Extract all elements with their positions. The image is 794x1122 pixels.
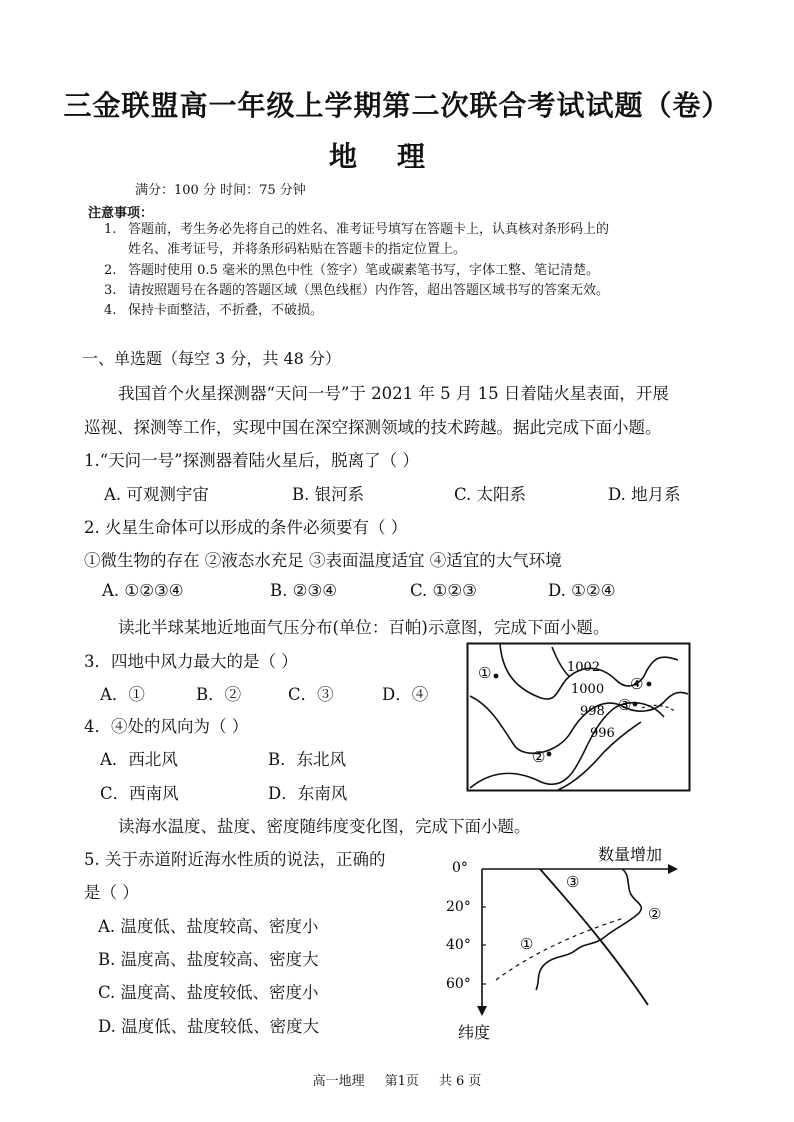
exam-meta: 满分：100 分 时间：75 分钟 — [135, 183, 306, 198]
y-tick-20: 20° — [446, 899, 471, 915]
q4-option-a: A．西北风 — [100, 750, 178, 769]
q2-conditions: ①微生物的存在 ②液态水充足 ③表面温度适宜 ④适宜的大气环境 — [84, 551, 562, 570]
q5-option-a: A. 温度低、盐度较高、密度小 — [98, 917, 319, 936]
q2-option-c: C. ①②③ — [410, 581, 477, 600]
intro2: 读北半球某地近地面气压分布(单位：百帕)示意图，完成下面小题。 — [118, 618, 610, 637]
point-4-label: ④ — [630, 675, 644, 693]
notice-text: 答题前，考生务必先将自己的姓名、准考证号填写在答题卡上，认真核对条形码上的 — [128, 222, 610, 237]
footer-total: 共 6 页 — [438, 1074, 482, 1089]
section-heading: 一、单选题（每空 3 分，共 48 分） — [82, 349, 341, 368]
intro1-line1: 我国首个火星探测器“天问一号”于 2021 年 5 月 15 日着陆火星表面，开展 — [118, 384, 669, 403]
q4-option-c: C．西南风 — [100, 784, 179, 803]
notice-num: 1. — [104, 222, 117, 237]
curve-3-line — [540, 869, 648, 1005]
subject-title — [0, 135, 794, 175]
q2-option-d: D. ①②④ — [548, 581, 616, 600]
q3-option-b: B．② — [196, 685, 242, 704]
isobar-map — [466, 642, 691, 794]
q3-option-a: A．① — [100, 685, 145, 704]
y-tick-60: 60° — [446, 976, 471, 992]
footer-subject: 高一地理 — [312, 1074, 365, 1089]
q4-option-d: D．东南风 — [268, 784, 348, 803]
subject-text: 地理 — [328, 140, 465, 173]
notice-text: 请按照题号在各题的答题区域（黑色线框）内作答，超出答题区域书写的答案无效。 — [128, 283, 610, 298]
point-2-label: ② — [532, 748, 546, 766]
q1-option-d: D. 地月系 — [608, 485, 681, 504]
point-3-label: ③ — [618, 696, 632, 714]
isobar-label-1000: 1000 — [571, 682, 605, 697]
q1-option-b: B. 银河系 — [292, 485, 365, 504]
q4-option-b: B．东北风 — [268, 750, 347, 769]
q5-option-c: C. 温度高、盐度较低、密度小 — [98, 983, 319, 1002]
page-footer — [0, 1070, 794, 1089]
sea-property-chart — [436, 840, 702, 1050]
y-axis-arrow — [477, 1006, 487, 1016]
point-3-dot — [633, 702, 638, 707]
isobar-label-996: 996 — [590, 726, 615, 741]
q1-option-c: C. 太阳系 — [454, 485, 527, 504]
x-axis-label: 数量增加 — [598, 845, 663, 864]
curve-1-label: ① — [520, 935, 534, 953]
q5-stem-line2: 是（ ） — [84, 883, 139, 902]
notice-item-1-cont: 姓名、准考证号，并将条形码粘贴在答题卡的指定位置上。 — [128, 242, 467, 257]
notice-heading: 注意事项： — [88, 206, 154, 221]
curve-2-label: ② — [648, 905, 662, 923]
q5-option-b: B. 温度高、盐度较高、密度大 — [98, 950, 319, 969]
isobar-label-998: 998 — [580, 704, 605, 719]
y-axis-label: 纬度 — [458, 1023, 491, 1042]
y-tick-0: 0° — [452, 860, 468, 876]
notice-text: 保持卡面整洁，不折叠，不破损。 — [128, 303, 324, 318]
footer-page: 第1页 — [384, 1074, 419, 1089]
intro3: 读海水温度、盐度、密度随纬度变化图，完成下面小题。 — [118, 817, 531, 836]
q2-stem: 2. 火星生命体可以形成的条件必须要有（ ） — [84, 518, 408, 537]
y-tick-40: 40° — [446, 937, 471, 953]
q2-option-b: B. ②③④ — [270, 581, 337, 600]
notice-item-1 — [104, 220, 609, 240]
isobar-label-1002: 1002 — [567, 660, 601, 675]
isobar-998 — [470, 703, 664, 788]
point-1-label: ① — [478, 664, 492, 682]
notice-num: 3. — [104, 283, 117, 298]
q1-stem: 1.“天问一号”探测器着陆火星后，脱离了（ ） — [84, 451, 419, 470]
q1-option-a: A. 可观测宇宙 — [104, 485, 209, 504]
x-axis-arrow — [668, 864, 678, 874]
notice-num: 2. — [104, 263, 117, 278]
q2-option-a: A. ①②③④ — [102, 581, 184, 600]
exam-title: 三金联盟高一年级上学期第二次联合考试试题（卷） — [63, 89, 731, 122]
notice-item-2 — [104, 261, 599, 281]
notice-text: 答题时使用 0.5 毫米的黑色中性（签字）笔或碳素笔书写，字体工整、笔记清楚。 — [128, 263, 599, 278]
notice-item-4 — [104, 301, 323, 321]
intro1-line2: 巡视、探测等工作，实现中国在深空探测领域的技术跨越。据此完成下面小题。 — [84, 418, 662, 437]
notice-item-3 — [104, 281, 609, 301]
point-1-dot — [494, 674, 499, 679]
q5-stem-line1: 5. 关于赤道附近海水性质的说法，正确的 — [84, 850, 386, 869]
q3-option-c: C．③ — [288, 685, 334, 704]
q5-option-d: D. 温度低、盐度较低、密度大 — [98, 1017, 320, 1036]
curve-3-label: ③ — [566, 873, 580, 891]
isobar-1000 — [470, 692, 688, 753]
q3-stem: 3．四地中风力最大的是（ ） — [84, 652, 298, 671]
point-2-dot — [547, 752, 552, 757]
curve-1-line — [496, 918, 624, 980]
point-4-dot — [647, 682, 652, 687]
q3-option-d: D．④ — [382, 685, 429, 704]
q4-stem: 4．④处的风向为（ ） — [84, 717, 249, 736]
notice-num: 4. — [104, 303, 117, 318]
